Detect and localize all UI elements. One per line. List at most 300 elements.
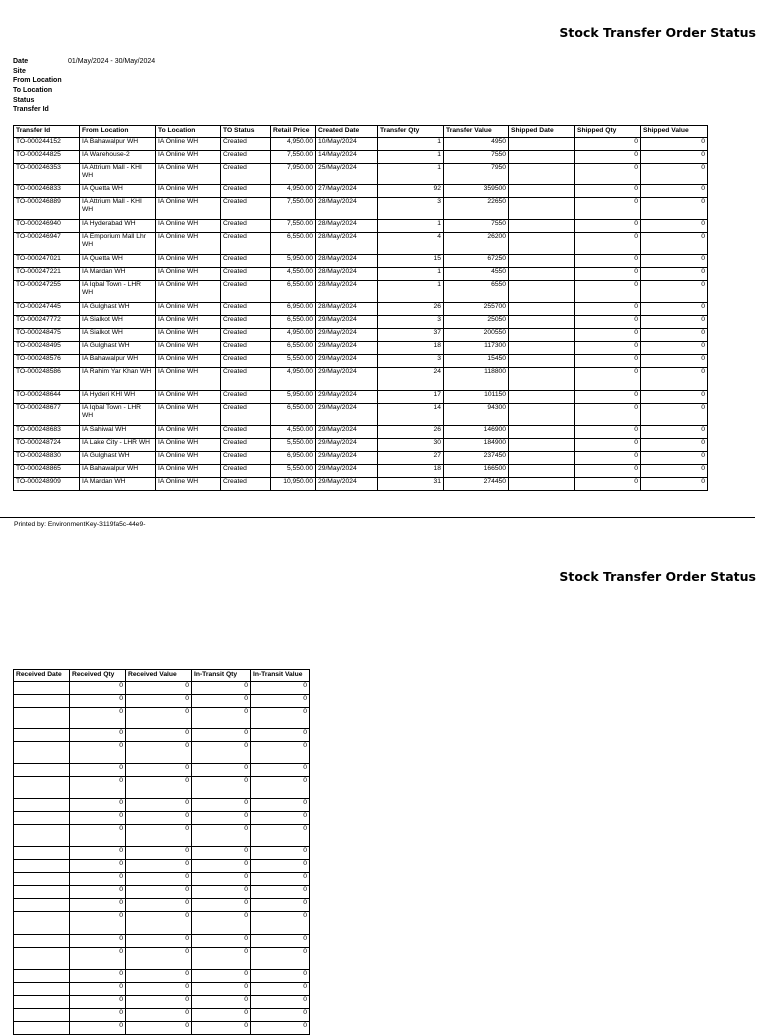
table-cell: Created bbox=[221, 452, 271, 465]
table-cell: 6550 bbox=[444, 281, 509, 303]
table-cell: 0 bbox=[641, 233, 708, 255]
table-cell bbox=[14, 812, 70, 825]
table-cell: TO-000248644 bbox=[14, 391, 80, 404]
table-cell: 0 bbox=[575, 164, 641, 185]
table-cell: 31 bbox=[378, 478, 444, 491]
table-cell: 25050 bbox=[444, 316, 509, 329]
table-cell: 7550 bbox=[444, 220, 509, 233]
table-cell: 26 bbox=[378, 426, 444, 439]
table-cell: 0 bbox=[575, 368, 641, 391]
table-cell: 28/May/2024 bbox=[316, 281, 378, 303]
table-row bbox=[14, 729, 310, 742]
table-row bbox=[14, 996, 310, 1009]
table-row bbox=[14, 138, 708, 151]
table-cell: 26200 bbox=[444, 233, 509, 255]
table-cell: 29/May/2024 bbox=[316, 316, 378, 329]
table-cell: 0 bbox=[192, 1022, 251, 1035]
table-cell: 0 bbox=[251, 1022, 310, 1035]
table-cell: 1 bbox=[378, 220, 444, 233]
table-cell: 184900 bbox=[444, 439, 509, 452]
table-cell: 0 bbox=[192, 970, 251, 983]
table-cell: 0 bbox=[70, 799, 126, 812]
table-cell: 274450 bbox=[444, 478, 509, 491]
table-cell: 0 bbox=[575, 151, 641, 164]
table-cell: TO-000246947 bbox=[14, 233, 80, 255]
table-cell: IA Online WH bbox=[156, 316, 221, 329]
table-cell bbox=[509, 316, 575, 329]
column-header: Shipped Qty bbox=[575, 126, 641, 138]
table-cell: 0 bbox=[70, 682, 126, 695]
table-cell: Created bbox=[221, 220, 271, 233]
table-row bbox=[14, 682, 310, 695]
table-cell bbox=[14, 825, 70, 847]
table-cell: 7,550.00 bbox=[271, 220, 316, 233]
table-cell: TO-000246889 bbox=[14, 198, 80, 220]
column-header: In-Transit Value bbox=[251, 670, 310, 682]
table-cell: 26 bbox=[378, 303, 444, 316]
table-cell bbox=[509, 426, 575, 439]
table-cell: TO-000248865 bbox=[14, 465, 80, 478]
table-cell: 0 bbox=[575, 198, 641, 220]
table-cell: 0 bbox=[126, 682, 192, 695]
table-cell bbox=[14, 935, 70, 948]
table-cell: 4,950.00 bbox=[271, 329, 316, 342]
table-cell: 0 bbox=[192, 777, 251, 799]
table-cell: IA Bahawalpur WH bbox=[80, 355, 156, 368]
table-cell: 118800 bbox=[444, 368, 509, 391]
table-row bbox=[14, 860, 310, 873]
table-cell: 0 bbox=[70, 812, 126, 825]
table-cell: 0 bbox=[641, 164, 708, 185]
table-cell: 1 bbox=[378, 151, 444, 164]
table-cell: 6,550.00 bbox=[271, 281, 316, 303]
table-cell: 0 bbox=[192, 729, 251, 742]
table-row bbox=[14, 465, 708, 478]
table-cell: IA Quetta WH bbox=[80, 185, 156, 198]
table-cell bbox=[509, 255, 575, 268]
table-cell bbox=[509, 164, 575, 185]
table-cell: 0 bbox=[70, 873, 126, 886]
table-cell: 29/May/2024 bbox=[316, 426, 378, 439]
table-cell: IA Online WH bbox=[156, 355, 221, 368]
table-cell: 5,950.00 bbox=[271, 255, 316, 268]
table-cell: 0 bbox=[641, 255, 708, 268]
column-header: Transfer Id bbox=[14, 126, 80, 138]
table-cell: 28/May/2024 bbox=[316, 303, 378, 316]
table-cell: TO-000248724 bbox=[14, 439, 80, 452]
table-cell: Created bbox=[221, 303, 271, 316]
table-cell bbox=[509, 198, 575, 220]
table-cell: 0 bbox=[251, 873, 310, 886]
table-cell: IA Online WH bbox=[156, 342, 221, 355]
table-cell: 29/May/2024 bbox=[316, 391, 378, 404]
table-row bbox=[14, 255, 708, 268]
table-cell: Created bbox=[221, 404, 271, 426]
table-cell: 4 bbox=[378, 233, 444, 255]
column-header: Transfer Qty bbox=[378, 126, 444, 138]
table-cell: TO-000248830 bbox=[14, 452, 80, 465]
table-cell: 0 bbox=[192, 708, 251, 729]
table-cell: TO-000244825 bbox=[14, 151, 80, 164]
table-cell: 0 bbox=[70, 708, 126, 729]
table-cell: TO-000246353 bbox=[14, 164, 80, 185]
table-cell bbox=[509, 342, 575, 355]
table-cell bbox=[14, 777, 70, 799]
table-cell: 0 bbox=[251, 847, 310, 860]
table-cell: 0 bbox=[575, 391, 641, 404]
table-row bbox=[14, 404, 708, 426]
table-cell: 0 bbox=[192, 935, 251, 948]
column-header: To Location bbox=[156, 126, 221, 138]
table-cell: Created bbox=[221, 164, 271, 185]
table-cell: 0 bbox=[126, 1022, 192, 1035]
table-row bbox=[14, 329, 708, 342]
table-cell: 0 bbox=[70, 912, 126, 935]
table-cell: 0 bbox=[641, 465, 708, 478]
table-cell: 0 bbox=[575, 233, 641, 255]
table-cell: 0 bbox=[641, 329, 708, 342]
table-cell: 0 bbox=[126, 695, 192, 708]
table-cell: IA Online WH bbox=[156, 426, 221, 439]
table-cell: 255700 bbox=[444, 303, 509, 316]
table-cell bbox=[14, 764, 70, 777]
table-cell: 0 bbox=[251, 970, 310, 983]
table-row bbox=[14, 164, 708, 185]
table-cell bbox=[14, 708, 70, 729]
table-cell: 6,950.00 bbox=[271, 303, 316, 316]
table-cell bbox=[509, 185, 575, 198]
table-cell: IA Online WH bbox=[156, 151, 221, 164]
table-cell: 0 bbox=[126, 970, 192, 983]
table-cell: 0 bbox=[70, 860, 126, 873]
table-cell: 0 bbox=[641, 426, 708, 439]
table-cell: 3 bbox=[378, 355, 444, 368]
table-cell: 1 bbox=[378, 164, 444, 185]
table-cell: 15 bbox=[378, 255, 444, 268]
table-cell: 6,950.00 bbox=[271, 452, 316, 465]
table-row bbox=[14, 355, 708, 368]
table-cell: IA Online WH bbox=[156, 329, 221, 342]
table-row bbox=[14, 316, 708, 329]
table-cell: IA Online WH bbox=[156, 164, 221, 185]
table-cell: 0 bbox=[575, 404, 641, 426]
table-cell: 0 bbox=[575, 138, 641, 151]
table-cell: 0 bbox=[70, 899, 126, 912]
table-cell: 7,550.00 bbox=[271, 198, 316, 220]
table-cell: IA Online WH bbox=[156, 452, 221, 465]
table-cell: TO-000247021 bbox=[14, 255, 80, 268]
table-cell: 0 bbox=[641, 478, 708, 491]
table-cell: 0 bbox=[192, 948, 251, 970]
table-cell bbox=[14, 847, 70, 860]
table-cell: 0 bbox=[575, 452, 641, 465]
table-cell: 10/May/2024 bbox=[316, 138, 378, 151]
table-cell: IA Online WH bbox=[156, 439, 221, 452]
table-cell: Created bbox=[221, 329, 271, 342]
table-cell: Created bbox=[221, 355, 271, 368]
table-cell: 29/May/2024 bbox=[316, 465, 378, 478]
column-header: Received Date bbox=[14, 670, 70, 682]
table-cell: 0 bbox=[126, 996, 192, 1009]
table-row bbox=[14, 303, 708, 316]
table-cell: 5,550.00 bbox=[271, 355, 316, 368]
table-cell: 0 bbox=[192, 682, 251, 695]
table-cell bbox=[14, 886, 70, 899]
table-cell: 0 bbox=[126, 799, 192, 812]
table-cell: 146900 bbox=[444, 426, 509, 439]
table-row bbox=[14, 886, 310, 899]
table-cell: IA Online WH bbox=[156, 465, 221, 478]
filter-from-location: From Location bbox=[13, 77, 62, 85]
table-cell bbox=[14, 983, 70, 996]
column-header: Received Qty bbox=[70, 670, 126, 682]
table-cell bbox=[509, 138, 575, 151]
table-cell: 29/May/2024 bbox=[316, 478, 378, 491]
table-cell: IA Gulghast WH bbox=[80, 303, 156, 316]
table-cell: 0 bbox=[192, 764, 251, 777]
received-transit-table bbox=[13, 669, 310, 1035]
table-cell: IA Online WH bbox=[156, 233, 221, 255]
table-cell: IA Online WH bbox=[156, 185, 221, 198]
table-cell: 117300 bbox=[444, 342, 509, 355]
table-cell: 0 bbox=[251, 860, 310, 873]
table-cell bbox=[509, 303, 575, 316]
table-cell: 0 bbox=[641, 281, 708, 303]
table-cell bbox=[509, 391, 575, 404]
table-cell: IA Online WH bbox=[156, 478, 221, 491]
table-row bbox=[14, 812, 310, 825]
table-cell: 0 bbox=[641, 404, 708, 426]
table-cell: IA Attrium Mall - KHI WH bbox=[80, 164, 156, 185]
table-cell: Created bbox=[221, 391, 271, 404]
table-cell: 0 bbox=[575, 439, 641, 452]
table-cell: IA Quetta WH bbox=[80, 255, 156, 268]
table-cell: IA Emporium Mall Lhr WH bbox=[80, 233, 156, 255]
table-cell: 0 bbox=[251, 899, 310, 912]
table-cell: IA Online WH bbox=[156, 368, 221, 391]
table-row bbox=[14, 912, 310, 935]
table-row bbox=[14, 281, 708, 303]
table-cell: IA Warehouse-2 bbox=[80, 151, 156, 164]
table-cell bbox=[14, 729, 70, 742]
table-cell: 18 bbox=[378, 342, 444, 355]
table-cell: 0 bbox=[126, 729, 192, 742]
table-cell: 0 bbox=[126, 935, 192, 948]
table-cell: IA Iqbal Town - LHR WH bbox=[80, 281, 156, 303]
table-cell: 0 bbox=[641, 355, 708, 368]
table-cell: Created bbox=[221, 439, 271, 452]
table-cell: 0 bbox=[641, 268, 708, 281]
table-row bbox=[14, 198, 708, 220]
table-cell: 0 bbox=[575, 303, 641, 316]
table-header-row bbox=[14, 670, 310, 682]
table-cell: TO-000248475 bbox=[14, 329, 80, 342]
table-cell: 0 bbox=[251, 729, 310, 742]
table-cell bbox=[14, 860, 70, 873]
table-cell bbox=[14, 742, 70, 764]
table-cell: 0 bbox=[70, 742, 126, 764]
table-cell: 0 bbox=[641, 220, 708, 233]
table-cell: 14 bbox=[378, 404, 444, 426]
column-header: From Location bbox=[80, 126, 156, 138]
table-cell: 0 bbox=[70, 983, 126, 996]
table-cell bbox=[509, 329, 575, 342]
table-cell: 0 bbox=[575, 268, 641, 281]
table-cell: 0 bbox=[251, 812, 310, 825]
table-row bbox=[14, 426, 708, 439]
table-row bbox=[14, 233, 708, 255]
table-cell bbox=[509, 268, 575, 281]
table-cell: 0 bbox=[126, 860, 192, 873]
table-cell: 4550 bbox=[444, 268, 509, 281]
printed-by: Printed by: EnvironmentKey-3119fa5c-44e9- bbox=[14, 521, 146, 528]
table-cell: 0 bbox=[251, 742, 310, 764]
table-cell: TO-000248683 bbox=[14, 426, 80, 439]
table-cell: 0 bbox=[251, 764, 310, 777]
table-cell: 0 bbox=[251, 983, 310, 996]
table-cell: 5,550.00 bbox=[271, 439, 316, 452]
table-cell: TO-000248909 bbox=[14, 478, 80, 491]
table-cell: 0 bbox=[70, 825, 126, 847]
table-cell bbox=[509, 281, 575, 303]
table-cell: IA Attrium Mall - KHI WH bbox=[80, 198, 156, 220]
table-cell: 28/May/2024 bbox=[316, 220, 378, 233]
table-cell: IA Mardan WH bbox=[80, 478, 156, 491]
table-cell: 0 bbox=[126, 708, 192, 729]
table-cell: 0 bbox=[251, 682, 310, 695]
table-row bbox=[14, 799, 310, 812]
table-cell: 101150 bbox=[444, 391, 509, 404]
table-cell: 166500 bbox=[444, 465, 509, 478]
table-cell: 0 bbox=[126, 873, 192, 886]
table-cell: 0 bbox=[641, 198, 708, 220]
table-row bbox=[14, 764, 310, 777]
table-cell: 4,950.00 bbox=[271, 185, 316, 198]
page-divider bbox=[0, 517, 755, 518]
table-cell: 0 bbox=[192, 886, 251, 899]
column-header: Retail Price bbox=[271, 126, 316, 138]
table-cell bbox=[509, 355, 575, 368]
table-row bbox=[14, 268, 708, 281]
table-cell: 17 bbox=[378, 391, 444, 404]
table-row bbox=[14, 695, 310, 708]
table-cell: 0 bbox=[251, 695, 310, 708]
table-cell bbox=[14, 682, 70, 695]
table-cell: 4,950.00 bbox=[271, 138, 316, 151]
table-cell: 67250 bbox=[444, 255, 509, 268]
table-cell: 0 bbox=[251, 886, 310, 899]
column-header: Shipped Date bbox=[509, 126, 575, 138]
table-cell: Created bbox=[221, 268, 271, 281]
table-cell: IA Online WH bbox=[156, 303, 221, 316]
table-cell: 27/May/2024 bbox=[316, 185, 378, 198]
table-cell: IA Online WH bbox=[156, 281, 221, 303]
table-cell: 3 bbox=[378, 198, 444, 220]
table-cell: TO-000246833 bbox=[14, 185, 80, 198]
filter-status: Status bbox=[13, 96, 35, 104]
table-cell: 0 bbox=[251, 799, 310, 812]
table-row bbox=[14, 368, 708, 391]
table-cell: 0 bbox=[641, 452, 708, 465]
table-cell bbox=[509, 478, 575, 491]
table-cell: 0 bbox=[70, 996, 126, 1009]
table-cell: 6,550.00 bbox=[271, 404, 316, 426]
column-header: Shipped Value bbox=[641, 126, 708, 138]
table-cell: 0 bbox=[126, 948, 192, 970]
column-header: Created Date bbox=[316, 126, 378, 138]
table-header-row bbox=[14, 126, 708, 138]
table-row bbox=[14, 873, 310, 886]
table-cell: 0 bbox=[70, 1022, 126, 1035]
table-cell: 0 bbox=[70, 847, 126, 860]
table-cell: Created bbox=[221, 342, 271, 355]
table-cell: TO-000248495 bbox=[14, 342, 80, 355]
table-cell: 0 bbox=[641, 368, 708, 391]
table-cell: 0 bbox=[192, 899, 251, 912]
table-cell: Created bbox=[221, 255, 271, 268]
filter-panel bbox=[13, 57, 156, 115]
table-cell: Created bbox=[221, 368, 271, 391]
filter-to-location: To Location bbox=[13, 87, 53, 95]
table-cell: 30 bbox=[378, 439, 444, 452]
table-cell: 0 bbox=[192, 860, 251, 873]
table-cell: 0 bbox=[575, 255, 641, 268]
filter-transfer-id: Transfer Id bbox=[13, 106, 49, 114]
table-cell: TO-000247221 bbox=[14, 268, 80, 281]
table-cell: TO-000244152 bbox=[14, 138, 80, 151]
table-cell bbox=[509, 465, 575, 478]
table-cell: IA Online WH bbox=[156, 268, 221, 281]
table-cell bbox=[14, 996, 70, 1009]
table-cell: 0 bbox=[70, 729, 126, 742]
table-cell: Created bbox=[221, 198, 271, 220]
table-cell: 28/May/2024 bbox=[316, 233, 378, 255]
table-row bbox=[14, 825, 310, 847]
table-cell: 6,550.00 bbox=[271, 342, 316, 355]
table-cell: 29/May/2024 bbox=[316, 368, 378, 391]
table-cell: 7,950.00 bbox=[271, 164, 316, 185]
table-cell: TO-000247772 bbox=[14, 316, 80, 329]
table-cell: 0 bbox=[251, 825, 310, 847]
table-cell: 7,550.00 bbox=[271, 151, 316, 164]
table-cell: TO-000246940 bbox=[14, 220, 80, 233]
table-cell: 0 bbox=[251, 948, 310, 970]
table-cell: 0 bbox=[575, 220, 641, 233]
table-cell: 24 bbox=[378, 368, 444, 391]
table-row bbox=[14, 899, 310, 912]
table-cell: IA Mardan WH bbox=[80, 268, 156, 281]
table-cell: 6,550.00 bbox=[271, 316, 316, 329]
table-cell bbox=[509, 439, 575, 452]
table-cell: IA Gulghast WH bbox=[80, 452, 156, 465]
table-cell: 0 bbox=[575, 316, 641, 329]
table-cell: 7550 bbox=[444, 151, 509, 164]
table-cell bbox=[14, 695, 70, 708]
table-cell: 0 bbox=[70, 1009, 126, 1022]
table-cell: IA Online WH bbox=[156, 198, 221, 220]
table-cell bbox=[14, 1009, 70, 1022]
table-cell: 28/May/2024 bbox=[316, 255, 378, 268]
table-row bbox=[14, 1009, 310, 1022]
table-cell: 0 bbox=[192, 825, 251, 847]
table-cell: 0 bbox=[575, 185, 641, 198]
table-cell: IA Online WH bbox=[156, 138, 221, 151]
table-cell bbox=[509, 452, 575, 465]
table-cell: IA Bahawalpur WH bbox=[80, 138, 156, 151]
table-row bbox=[14, 708, 310, 729]
table-cell: 1 bbox=[378, 281, 444, 303]
table-cell: 4,550.00 bbox=[271, 268, 316, 281]
